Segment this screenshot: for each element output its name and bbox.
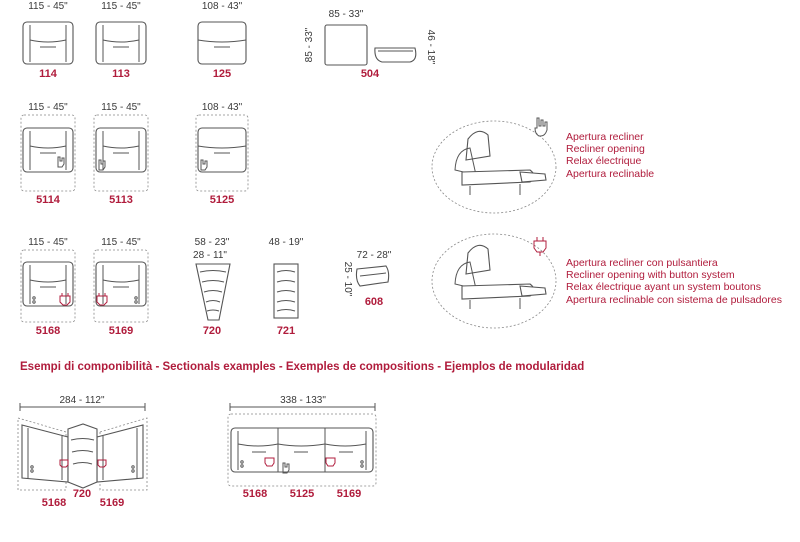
dimension-label: 115 - 45" <box>28 1 68 12</box>
module-5169 <box>94 237 148 337</box>
dimension-label: 85 - 33" <box>304 27 315 63</box>
dimension-label: 338 - 133" <box>280 395 326 406</box>
dimension-label: 115 - 45" <box>28 237 68 248</box>
dimension-label: 115 - 45" <box>101 237 141 248</box>
module-code: 608 <box>364 296 384 308</box>
legend-button <box>566 257 782 306</box>
example-composition-2 <box>228 395 376 500</box>
legend-line: Apertura reclinable con sistema de pulsadores <box>566 294 782 306</box>
module-code: 720 <box>202 325 222 337</box>
module-code: 5168 <box>35 325 61 337</box>
module-5168 <box>21 237 75 337</box>
example-composition-1 <box>18 395 147 509</box>
dimension-label: 46 - 18" <box>425 29 436 65</box>
module-5114 <box>21 102 75 206</box>
module-code: 5168 <box>41 497 67 509</box>
section-heading: Esempi di componibilità - Sectionals examples - Exemples de compositions - Ejemplos de modularidad <box>20 361 585 373</box>
module-code: 125 <box>212 68 232 80</box>
dimension-label: 284 - 112" <box>59 395 105 406</box>
dimension-label: 115 - 45" <box>28 102 68 113</box>
module-code: 5169 <box>99 497 125 509</box>
module-125 <box>198 1 246 80</box>
dimension-label: 25 - 10" <box>342 261 353 297</box>
legend-line: Recliner opening with button system <box>566 269 735 281</box>
legend-line: Relax électrique <box>566 155 642 167</box>
module-code: 113 <box>112 68 130 80</box>
module-5113 <box>94 102 148 206</box>
module-720 <box>193 237 230 337</box>
dimension-label: 58 - 23" <box>194 237 230 248</box>
legend-line: Recliner opening <box>566 143 645 155</box>
module-code: 114 <box>39 68 57 80</box>
legend-line: Apertura recliner <box>566 131 644 143</box>
module-5125 <box>196 102 248 206</box>
module-504 <box>304 9 436 80</box>
recliner-button-diagram <box>432 234 556 328</box>
module-code: 504 <box>360 68 380 80</box>
dimension-label: 28 - 11" <box>193 250 227 261</box>
module-code: 720 <box>72 488 92 500</box>
dimension-label: 108 - 43" <box>201 1 243 12</box>
dimension-label: 108 - 43" <box>201 102 243 113</box>
module-code: 5125 <box>209 194 235 206</box>
module-code: 5113 <box>109 194 133 206</box>
legend-line: Apertura recliner con pulsantiera <box>566 257 718 269</box>
legend-manual <box>566 131 654 180</box>
dimension-label: 115 - 45" <box>101 102 141 113</box>
dimension-label: 115 - 45" <box>101 1 141 12</box>
module-code: 5168 <box>242 488 268 500</box>
module-code: 5125 <box>289 488 315 500</box>
recliner-manual-diagram <box>432 118 556 213</box>
module-721 <box>269 237 304 337</box>
module-113 <box>96 1 146 80</box>
module-114 <box>23 1 73 80</box>
legend-line: Apertura reclinable <box>566 168 655 180</box>
module-code: 5169 <box>108 325 134 337</box>
module-code: 5114 <box>36 194 60 206</box>
dimension-label: 85 - 33" <box>328 9 364 20</box>
module-code: 721 <box>276 325 296 337</box>
module-608 <box>342 250 392 308</box>
dimension-label: 72 - 28" <box>356 250 392 261</box>
legend-line: Relax électrique ayant un system boutons <box>566 281 761 293</box>
dimension-label: 48 - 19" <box>268 237 304 248</box>
module-code: 5169 <box>336 488 362 500</box>
